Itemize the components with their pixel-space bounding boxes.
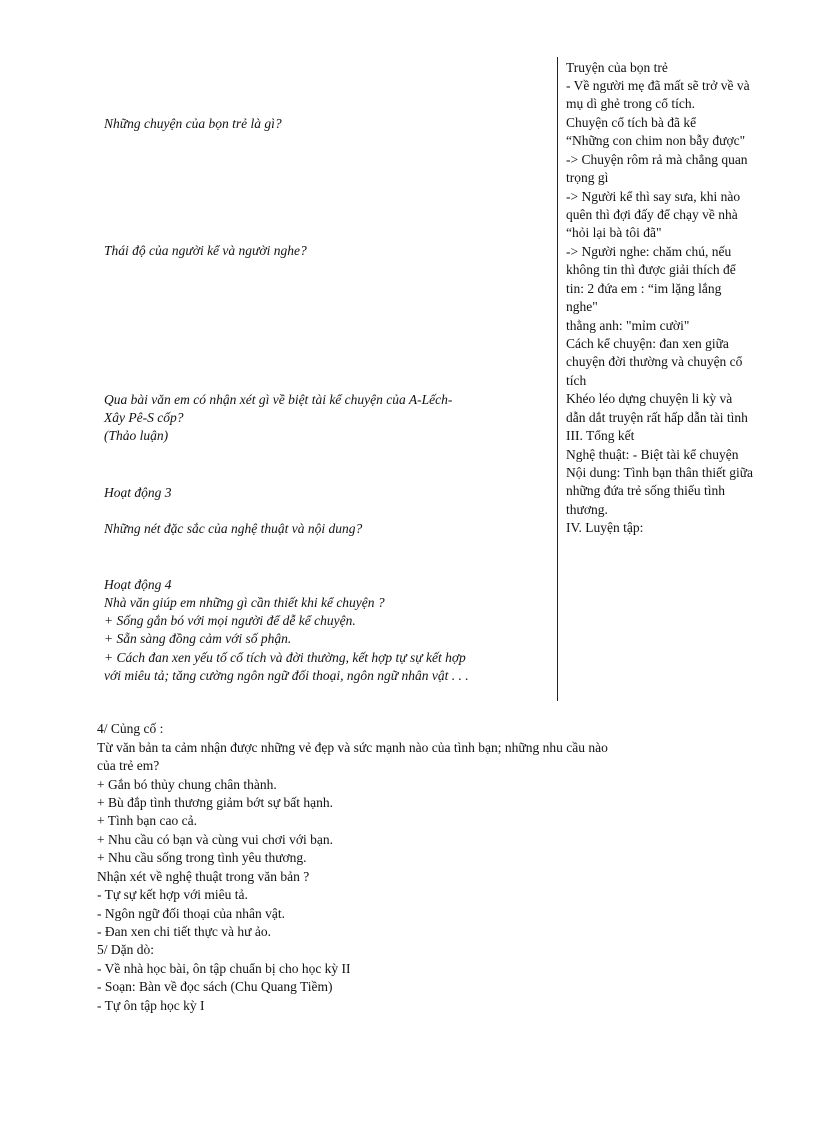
bottom-line: của trẻ em? xyxy=(97,758,160,773)
section-summary-heading: III. Tổng kết xyxy=(566,428,635,443)
activity-3-heading: Hoạt động 3 xyxy=(104,485,172,500)
bottom-line: + Nhu cầu sống trong tình yêu thương. xyxy=(97,850,307,865)
activity-4-point-3: + Cách đan xen yếu tố cổ tích và đời thường, kết hợp tự sự kết hợp xyxy=(104,650,466,665)
answer-line: mụ dì ghẻ trong cổ tích. xyxy=(566,96,695,111)
answer-line: -> Chuyện rôm rả mà chẳng quan xyxy=(566,152,748,167)
bottom-line: + Bù đắp tình thương giảm bớt sự bất hạnh. xyxy=(97,795,334,810)
answer-line: “hỏi lại bà tôi đã" xyxy=(566,225,662,240)
activity-4-point-2: + Sẵn sàng đồng cảm với số phận. xyxy=(104,631,292,646)
answer-line: Chuyện cổ tích bà đã kể xyxy=(566,115,697,130)
bottom-line: - Đan xen chi tiết thực và hư ảo. xyxy=(97,924,271,939)
column-divider xyxy=(557,57,558,701)
bottom-line: - Về nhà học bài, ôn tập chuẩn bị cho học kỳ II xyxy=(97,961,351,976)
answer-line: dẫn dắt truyện rất hấp dẫn tài tình xyxy=(566,410,748,425)
bottom-line: - Soạn: Bàn về đọc sách (Chu Quang Tiềm) xyxy=(97,979,333,994)
answer-line: trọng gì xyxy=(566,170,609,185)
answer-line: thương. xyxy=(566,502,608,517)
activity-4-heading: Hoạt động 4 xyxy=(104,577,172,592)
bottom-line: - Tự sự kết hợp với miêu tả. xyxy=(97,887,248,902)
bottom-line: - Ngôn ngữ đối thoại của nhân vật. xyxy=(97,906,286,921)
consolidation-heading: 4/ Củng cố : xyxy=(97,721,164,736)
answer-line: thằng anh: "mỉm cười" xyxy=(566,318,690,333)
answer-line: không tin thì được giải thích để xyxy=(566,262,736,277)
bottom-line: - Tự ôn tập học kỳ I xyxy=(97,998,205,1013)
activity-4-question: Nhà văn giúp em những gì cần thiết khi kể chuyện ? xyxy=(104,595,385,610)
answer-line: chuyện đời thường và chuyện cổ xyxy=(566,354,743,369)
answer-line: -> Người nghe: chăm chú, nếu xyxy=(566,244,732,259)
answer-line: Khéo léo dựng chuyện li kỳ và xyxy=(566,391,733,406)
question-discussion-note: (Thảo luận) xyxy=(104,428,169,443)
answer-line: “Những con chim non bẫy được" xyxy=(566,133,746,148)
answer-line: tin: 2 đứa em : “im lặng lắng xyxy=(566,281,722,296)
bottom-line: + Tình bạn cao cả. xyxy=(97,813,197,828)
bottom-line: + Nhu cầu có bạn và cùng vui chơi với bạn. xyxy=(97,832,333,847)
activity-4-point-1: + Sống gắn bó với mọi người để dễ kể chuyện. xyxy=(104,613,356,628)
activity-4-point-3-cont: với miêu tả; tăng cường ngôn ngữ đối thoại, ngôn ngữ nhân vật . . . xyxy=(104,668,469,683)
homework-heading: 5/ Dặn dò: xyxy=(97,942,154,957)
answer-line: tích xyxy=(566,373,587,388)
question-storytelling-talent-line1: Qua bài văn em có nhận xét gì về biệt tài kể chuyện của A-Lếch- xyxy=(104,392,453,407)
question-children-stories: Những chuyện của bọn trẻ là gì? xyxy=(104,116,282,131)
bottom-line: + Gắn bó thủy chung chân thành. xyxy=(97,777,277,792)
question-art-content: Những nét đặc sắc của nghệ thuật và nội dung? xyxy=(104,521,363,536)
question-attitude: Thái độ của người kể và người nghe? xyxy=(104,243,307,258)
answer-line: - Về người mẹ đã mất sẽ trở về và xyxy=(566,78,750,93)
question-storytelling-talent-line2: Xây Pê-S cốp? xyxy=(104,410,184,425)
answer-line: những đứa trẻ sống thiếu tình xyxy=(566,483,725,498)
answer-line: quên thì đợi đấy để chạy về nhà xyxy=(566,207,738,222)
answer-line: -> Người kể thì say sưa, khi nào xyxy=(566,189,741,204)
answer-line: Truyện của bọn trẻ xyxy=(566,60,668,75)
answer-line: Cách kể chuyện: đan xen giữa xyxy=(566,336,729,351)
bottom-line: Nhận xét về nghệ thuật trong văn bản ? xyxy=(97,869,310,884)
answer-line: Nghệ thuật: - Biệt tài kể chuyện xyxy=(566,447,739,462)
section-practice-heading: IV. Luyện tập: xyxy=(566,520,644,535)
answer-line: Nội dung: Tình bạn thân thiết giữa xyxy=(566,465,754,480)
answer-line: nghe" xyxy=(566,299,598,314)
bottom-line: Từ văn bản ta cảm nhận được những vẻ đẹp và sức mạnh nào của tình bạn; những nhu cầu nào xyxy=(97,740,608,755)
